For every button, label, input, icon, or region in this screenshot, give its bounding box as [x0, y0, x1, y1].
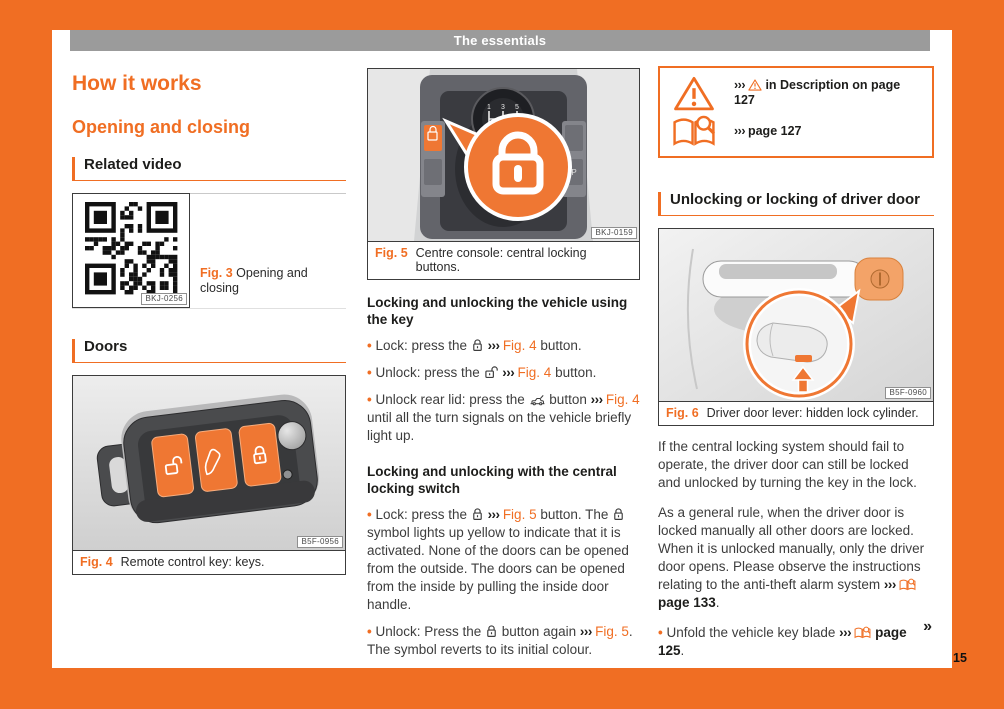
- figure-6: [658, 228, 934, 426]
- remote-key-illustration: [73, 376, 345, 550]
- qr-code: [83, 200, 179, 301]
- continuation-mark: »: [923, 618, 932, 635]
- lock-closed-icon: [612, 507, 625, 521]
- book-search-icon: [670, 114, 718, 148]
- figure-4-caption: [73, 550, 345, 574]
- door-lever-image: [659, 229, 933, 401]
- bullet-item: • Unlock: Press the button again ››› Fig. 5. The symbol reverts to its initial colour.: [367, 623, 640, 659]
- svg-text:1: 1: [487, 104, 491, 111]
- page-title: How it works: [72, 72, 202, 95]
- manual-page: [52, 30, 952, 668]
- warning-triangle-icon: [670, 75, 718, 112]
- figure-caption-text: Remote control key: keys.: [120, 555, 265, 569]
- svg-text:5: 5: [515, 104, 519, 111]
- figure-5: [367, 68, 640, 280]
- warning-small-icon: [748, 79, 762, 91]
- warning-reference-row: [670, 74, 922, 112]
- lock-closed-icon: [471, 507, 484, 521]
- figure-label: Fig. 6: [666, 406, 699, 420]
- svg-text:3: 3: [501, 104, 505, 111]
- image-code: B5F-0956: [297, 536, 343, 548]
- warning-reference-text: ››› in Description on page 127: [734, 78, 901, 107]
- remote-key-image: [73, 376, 345, 550]
- cross-reference-box: [658, 66, 934, 158]
- bullet-item: • Unfold the vehicle key blade ››› page 125.: [658, 624, 934, 660]
- figure-5-caption: [368, 241, 639, 279]
- figure-label: Fig. 3: [200, 266, 233, 280]
- figure-3: [72, 193, 346, 309]
- section-heading: Locking and unlocking with the central locking switch: [367, 464, 617, 496]
- section-heading: Locking and unlocking the vehicle using the key: [367, 295, 628, 327]
- figure-4: [72, 375, 346, 575]
- centre-console-illustration: [368, 69, 639, 241]
- figure-caption-text: Driver door lever: hidden lock cylinder.: [706, 406, 919, 420]
- figure-label: Fig. 4: [80, 555, 113, 569]
- page-number: 15: [953, 651, 967, 665]
- chapter-title: The essentials: [453, 33, 547, 48]
- related-video-heading: Related video: [72, 157, 346, 181]
- image-code: B5F-0960: [885, 387, 931, 399]
- book-search-small-icon: [854, 626, 871, 639]
- subsection-title: Opening and closing: [72, 117, 251, 137]
- qr-code-icon: [72, 193, 190, 308]
- car-rear-lid-icon: [529, 394, 546, 406]
- page-reference-text: ››› page 127: [734, 123, 802, 138]
- lock-closed-icon: [485, 624, 498, 638]
- svg-text:P: P: [571, 168, 577, 177]
- bullet-item: • Unlock: press the ››› Fig. 4 button.: [367, 364, 640, 382]
- door-lever-illustration: [659, 229, 933, 401]
- middle-column: [367, 66, 640, 659]
- right-column: [658, 66, 934, 666]
- bullet-item: • Unlock rear lid: press the button ››› Fig. 4 until all the turn signals on the vehicle briefly light up.: [367, 391, 640, 445]
- figure-label: Fig. 5: [375, 246, 408, 260]
- page-reference-row: [670, 112, 922, 150]
- centre-console-image: [368, 69, 639, 241]
- book-search-small-icon: [899, 578, 916, 591]
- lock-closed-icon: [471, 338, 484, 352]
- bullet-item: • Lock: press the ››› Fig. 5 button. The symbol lights up yellow to indicate that it is activated. None of the doors can be opened from the outside. The doors can be opened from the inside by pulling the inside door handle.: [367, 506, 640, 614]
- bullet-item: • Lock: press the ››› Fig. 4 button.: [367, 337, 640, 355]
- left-column: [72, 66, 346, 575]
- chapter-header-bar: [70, 30, 930, 51]
- driver-door-heading: Unlocking or locking of driver door: [658, 192, 934, 216]
- lock-open-icon: [484, 365, 499, 379]
- paragraph: As a general rule, when the driver door is locked manually all other doors are locked. When it is unlocked manually, only the driver door opens. Please observe the instructions relating to the anti-theft alarm system ››› page 133.: [658, 505, 925, 610]
- figure-caption-text: Opening and closing: [200, 266, 308, 295]
- paragraph: If the central locking system should fail to operate, the driver door can still be locked and unlocked by turning the key in the lock.: [658, 439, 917, 490]
- doors-heading: Doors: [72, 339, 346, 363]
- image-code: BKJ-0256: [141, 293, 187, 305]
- image-code: BKJ-0159: [591, 227, 637, 239]
- figure-6-caption: [659, 401, 933, 425]
- figure-3-caption: [190, 193, 346, 308]
- figure-caption-text: Centre console: central locking buttons.: [415, 246, 587, 274]
